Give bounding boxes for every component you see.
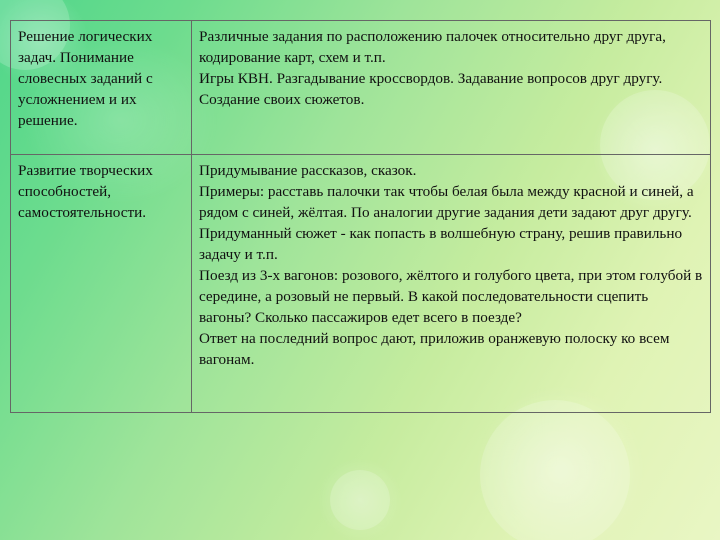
- background-bubble: [330, 470, 390, 530]
- table-row: [11, 21, 711, 155]
- topic-cell: Решение логических задач. Понимание словесных заданий с усложнением и их решение.: [11, 21, 192, 155]
- content-table: [10, 20, 711, 413]
- background-bubble: [480, 400, 630, 540]
- table-row: [11, 155, 711, 413]
- activities-cell: Придумывание рассказов, сказок. Примеры: расставь палочки так чтобы белая была между красной и синей, а рядом с синей, жёлтая. По аналогии другие задания дети задают друг другу. Придуманный сюжет - как попасть в волшебную страну, решив правильно задачу и т.п. Поезд из 3-х вагонов: розового, жёлтого и голубого цвета, при этом голубой в середине, а розовый не первый. В какой последовательности сцепить вагоны? Сколько пассажиров едет всего в поезде? Ответ на последний вопрос дают, приложив оранжевую полоску ко всем вагонам.: [192, 155, 711, 413]
- activities-cell: Различные задания по расположению палочек относительно друг друга, кодирование карт, схем и т.п. Игры КВН. Разгадывание кроссвордов. Задавание вопросов друг другу. Создание своих сюжетов.: [192, 21, 711, 155]
- topic-cell: Развитие творческих способностей, самостоятельности.: [11, 155, 192, 413]
